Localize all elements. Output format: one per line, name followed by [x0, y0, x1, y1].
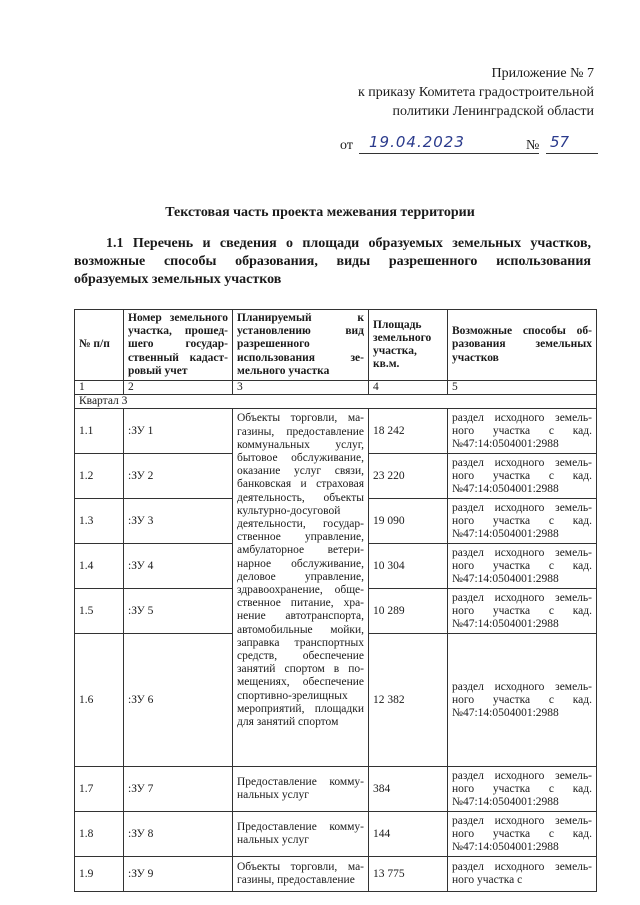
row-number: 1.3 [75, 499, 124, 544]
table-header-row [75, 310, 597, 381]
row-area: 144 [369, 812, 448, 857]
col-number: 2 [124, 381, 233, 395]
row-area: 12 382 [369, 634, 448, 767]
row-area: 10 304 [369, 544, 448, 589]
row-formation: раздел исходного земель-ного участка с кад.№47:14:0504001:2988 [448, 454, 597, 499]
row-area: 384 [369, 767, 448, 812]
handwritten-date: 19.04.2023 [369, 133, 465, 151]
row-number: 1.5 [75, 589, 124, 634]
row-formation: раздел исходного земель-ного участка с кад.№47:14:0504001:2988 [448, 499, 597, 544]
number-label: № [526, 138, 540, 153]
section-label: Квартал 3 [75, 395, 597, 409]
row-number: 1.1 [75, 409, 124, 454]
row-area: 19 090 [369, 499, 448, 544]
row-plot-id: :ЗУ 1 [124, 409, 233, 454]
row-area: 23 220 [369, 454, 448, 499]
row-number: 1.6 [75, 634, 124, 767]
row-number: 1.8 [75, 812, 124, 857]
row-formation: раздел исходного земель-ного участка с кад.№47:14:0504001:2988 [448, 634, 597, 767]
row-plot-id: :ЗУ 4 [124, 544, 233, 589]
merged-permitted-use: Объекты торговли, ма-газины, предоставление коммунальных услуг, бытовое обслуживание, оказание услуг связи, банковская и страховая деятельность, объекты культурно-досуговой деятельности, государ-ственное управление, амбулаторное ветери-нарное обслуживание, деловое управление, здравоохранение, обще-ственное питание, хра-нение автотранспорта, автомобильные мойки, заправка транспортных средств, обеспечение занятий спортом в по-мещениях, обеспечение спортивно-зрелищных мероприятий, площадки для занятий спортом [233, 409, 369, 767]
row-area: 18 242 [369, 409, 448, 454]
table-row [75, 767, 597, 812]
row-formation: раздел исходного земель-ного участка с кад.№47:14:0504001:2988 [448, 544, 597, 589]
col-header-number: № п/п [75, 310, 124, 381]
appendix-title: Приложение № 7 [491, 66, 594, 81]
order-date-line [340, 133, 598, 158]
col-number: 5 [448, 381, 597, 395]
row-area: 13 775 [369, 857, 448, 892]
appendix-order-ref: к приказу Комитета градостроительной [358, 85, 594, 100]
row-plot-id: :ЗУ 5 [124, 589, 233, 634]
row-plot-id: :ЗУ 7 [124, 767, 233, 812]
table-row [75, 812, 597, 857]
row-area: 10 289 [369, 589, 448, 634]
col-header-formation: Возможные способы об-разования земельных участков [448, 310, 597, 381]
col-number: 1 [75, 381, 124, 395]
row-number: 1.2 [75, 454, 124, 499]
row-number: 1.4 [75, 544, 124, 589]
row-formation: раздел исходного земель-ного участка с кад.№47:14:0504001:2988 [448, 812, 597, 857]
section-row [75, 395, 597, 409]
col-number: 3 [233, 381, 369, 395]
row-formation: раздел исходного земель-ного участка с кад.№47:14:0504001:2988 [448, 589, 597, 634]
page-title: Текстовая часть проекта межевания территории [165, 205, 475, 220]
col-header-cadastral: Номер земельного участка, прошед-шего государ-ственный кадаст-ровый учет [124, 310, 233, 381]
land-plots-table [74, 309, 597, 892]
row-plot-id: :ЗУ 6 [124, 634, 233, 767]
from-label: от [340, 138, 353, 153]
handwritten-number: 57 [550, 133, 570, 151]
date-field [359, 135, 539, 154]
row-plot-id: :ЗУ 3 [124, 499, 233, 544]
col-header-permitted-use: Планируемый к установлению вид разрешенного использования зе-мельного участка [233, 310, 369, 381]
col-header-area: Площадь земельного участка, кв.м. [369, 310, 448, 381]
table-row [75, 409, 597, 454]
appendix-committee: политики Ленинградской области [392, 104, 594, 119]
appendix-header [358, 64, 594, 121]
row-number: 1.9 [75, 857, 124, 892]
column-numbers-row [75, 381, 597, 395]
number-field [546, 135, 598, 154]
row-permitted-use: Объекты торговли, ма-газины, предоставление [233, 857, 369, 892]
table-row [75, 857, 597, 892]
row-permitted-use: Предоставление комму-нальных услуг [233, 767, 369, 812]
row-formation: раздел исходного земель-ного участка с [448, 857, 597, 892]
row-plot-id: :ЗУ 8 [124, 812, 233, 857]
row-formation: раздел исходного земель-ного участка с кад.№47:14:0504001:2988 [448, 409, 597, 454]
row-number: 1.7 [75, 767, 124, 812]
section-heading: 1.1 Перечень и сведения о площади образуемых земельных участков, возможные способы образования, виды разрешенного использования образуемых земельных участков [74, 236, 591, 287]
col-number: 4 [369, 381, 448, 395]
row-permitted-use: Предоставление комму-нальных услуг [233, 812, 369, 857]
row-formation: раздел исходного земель-ного участка с кад.№47:14:0504001:2988 [448, 767, 597, 812]
row-plot-id: :ЗУ 2 [124, 454, 233, 499]
row-plot-id: :ЗУ 9 [124, 857, 233, 892]
